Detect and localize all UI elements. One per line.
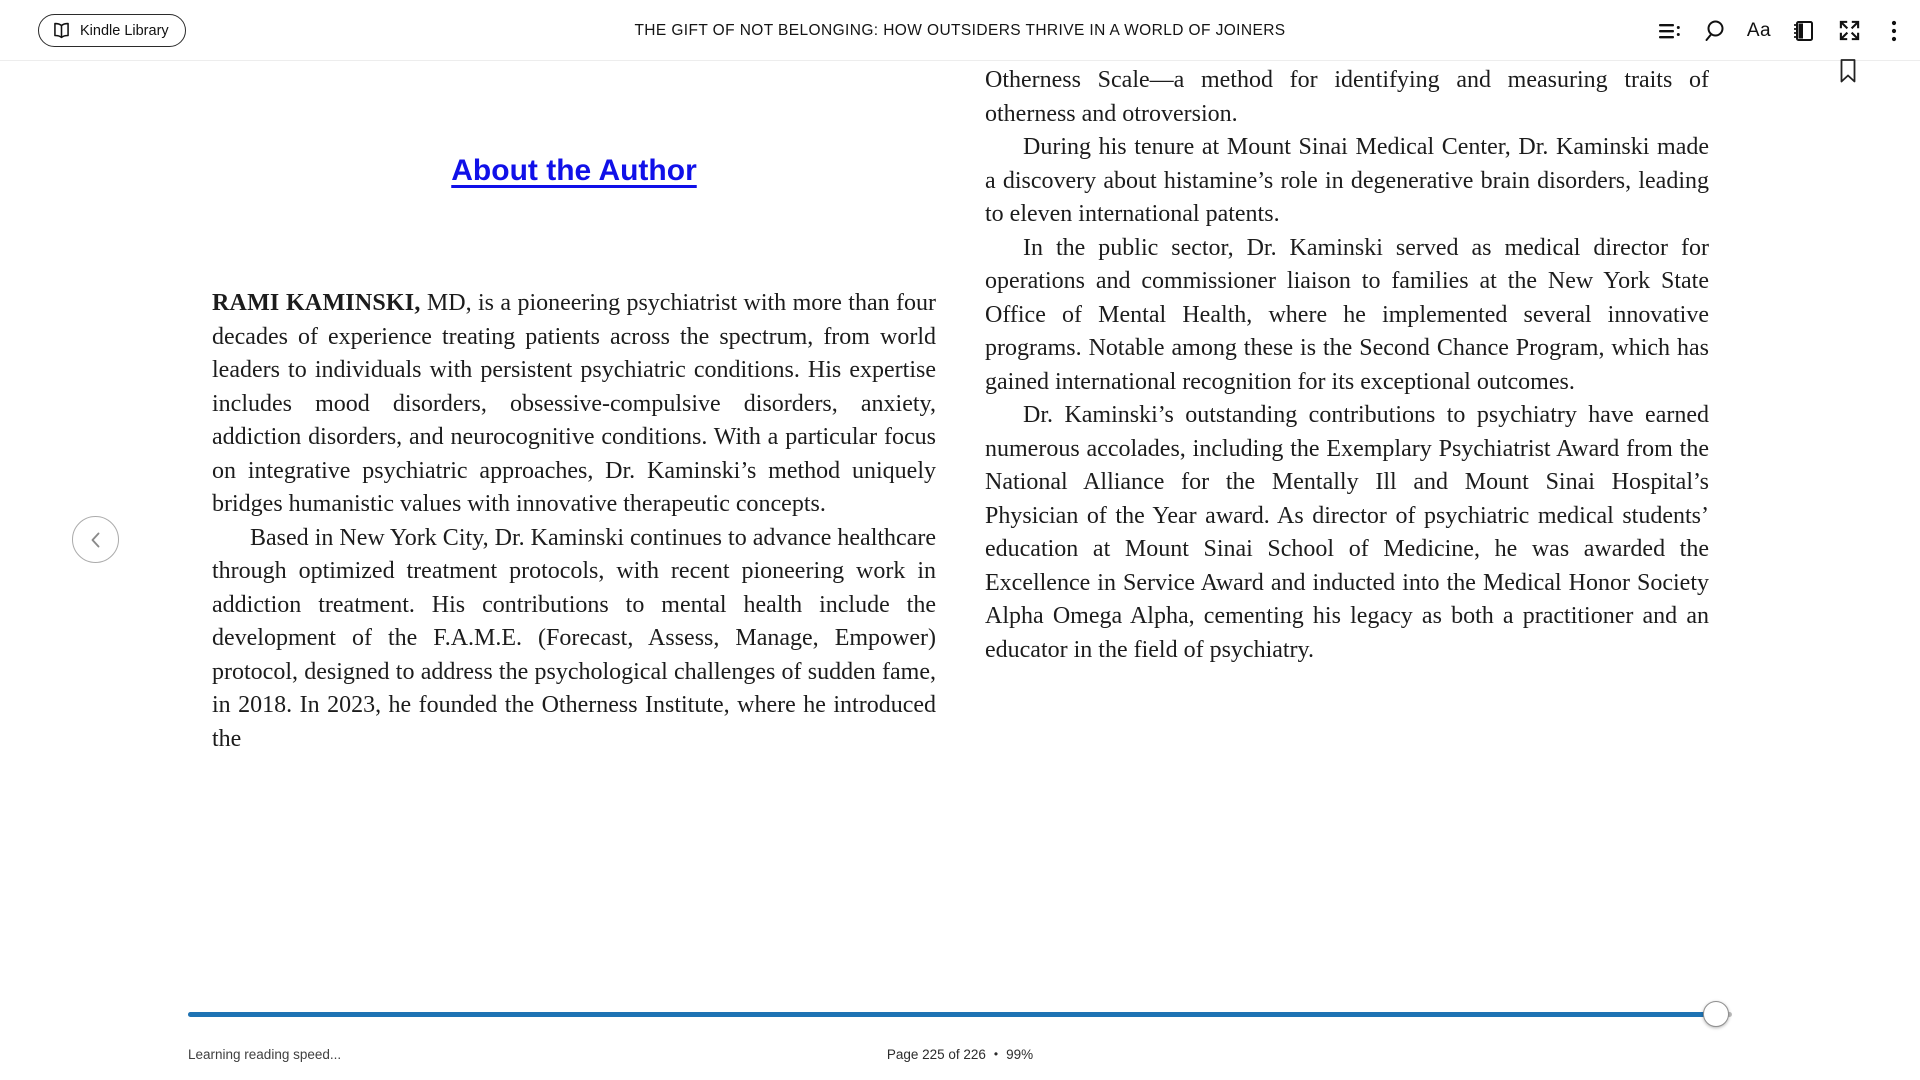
paragraph: In the public sector, Dr. Kaminski served as medical director for operations and commissioner liaison to families at the New York State Office of Mental Health, where he implemented several innovative programs. Notable among these is the Second Chance Program, which has gained international recognition for its exceptional outcomes. xyxy=(985,234,1709,395)
page-indicator xyxy=(0,1047,1920,1062)
separator-dot: • xyxy=(993,1047,999,1061)
open-book-icon xyxy=(52,22,71,39)
chapter-heading xyxy=(212,154,936,188)
reading-progress-slider[interactable] xyxy=(188,1012,1732,1017)
header-toolbar xyxy=(1657,0,1906,61)
about-the-author-link[interactable]: About the Author xyxy=(451,154,697,187)
toc-notes-icon[interactable] xyxy=(1657,19,1681,43)
fullscreen-icon[interactable] xyxy=(1837,19,1861,43)
paragraph: During his tenure at Mount Sinai Medical Center, Dr. Kaminski made a discovery about histamine’s role in degenerative brain disorders, leading to eleven international patents. xyxy=(985,134,1709,227)
font-settings-label: Aa xyxy=(1746,19,1772,41)
book-title: THE GIFT OF NOT BELONGING: HOW OUTSIDERS THRIVE IN A WORLD OF JOINERS xyxy=(634,21,1286,39)
page-number-text: Page 225 of 226 xyxy=(886,1047,986,1062)
paragraph xyxy=(212,287,936,522)
kindle-library-button[interactable] xyxy=(38,14,186,47)
paragraph: Otherness Scale—a method for identifying and measuring traits of otherness and otroversion. xyxy=(985,67,1709,127)
left-column-text xyxy=(212,287,936,756)
percent-read-text: 99% xyxy=(1006,1047,1034,1062)
search-icon[interactable] xyxy=(1702,19,1726,43)
author-name-bold: RAMI KAMINSKI, xyxy=(212,290,421,316)
bookmark-icon[interactable] xyxy=(1838,58,1858,84)
font-settings-icon[interactable] xyxy=(1747,19,1771,43)
reading-progress-fill xyxy=(188,1012,1706,1017)
page-right-column xyxy=(985,64,1709,667)
reading-progress-handle[interactable] xyxy=(1703,1001,1729,1027)
paragraph: Based in New York City, Dr. Kaminski continues to advance healthcare through optimized treatment protocols, with recent pioneering work in addiction treatment. His contributions to mental health include the development of the F.A.M.E. (Forecast, Assess, Manage, Empower) protocol, designed to address the psychological challenges of sudden fame, in 2018. In 2023, he founded the Otherness Institute, where he introduced the xyxy=(212,524,936,752)
page-left-column xyxy=(212,62,936,756)
previous-page-button[interactable] xyxy=(72,516,119,563)
page-layout-icon[interactable] xyxy=(1792,19,1816,43)
kindle-library-label: Kindle Library xyxy=(80,22,169,39)
reading-speed-status: Learning reading speed... xyxy=(188,1047,342,1062)
chevron-left-icon xyxy=(86,529,106,551)
reader-header xyxy=(0,0,1920,61)
paragraph-text: MD, is a pioneering psychiatrist with more than four decades of experience treating patients across the spectrum, from world leaders to individuals with persistent psychiatric conditions. His expertise includes mood disorders, obsessive-compulsive disorders, anxiety, addiction disorders, and neurocognitive conditions. With a particular focus on integrative psychiatric approaches, Dr. Kaminski’s method uniquely bridges humanistic values with innovative therapeutic concepts. xyxy=(212,290,936,517)
paragraph: Dr. Kaminski’s outstanding contributions to psychiatry have earned numerous accolades, including the Exemplary Psychiatrist Award from the National Alliance for the Mentally Ill and Mount Sinai Hospital’s Physician of the Year award. As director of psychiatric medical students’ education at Mount Sinai School of Medicine, he was awarded the Excellence in Service Award and inducted into the Medical Honor Society Alpha Omega Alpha, cementing his legacy as both a practitioner and an educator in the field of psychiatry. xyxy=(985,402,1709,663)
overflow-menu-icon[interactable] xyxy=(1882,19,1906,43)
